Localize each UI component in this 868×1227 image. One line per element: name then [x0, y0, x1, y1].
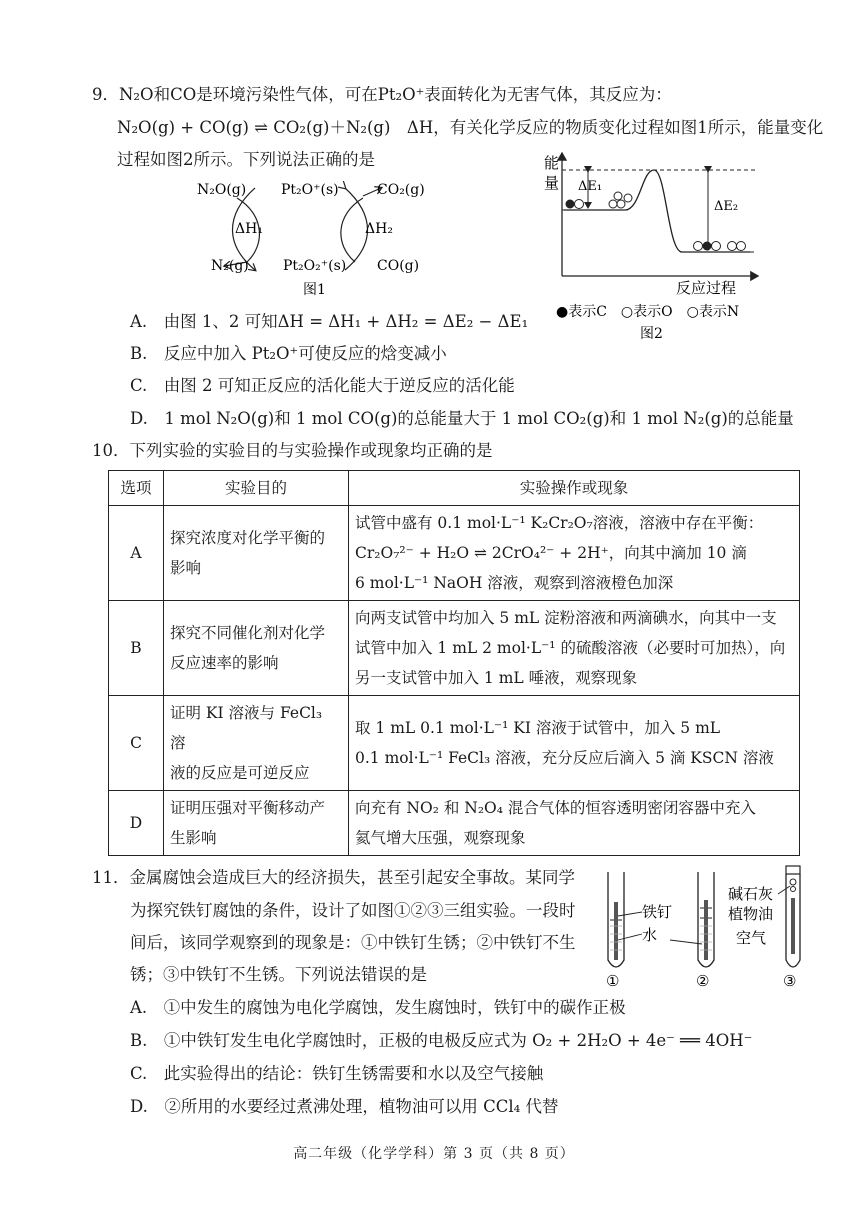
q11-option-b: B. ①中铁钉发生电化学腐蚀时，正极的电极反应式为 O₂ + 2H₂O + 4e⁻ ══ 4OH⁻ [130, 1031, 753, 1050]
operation-line: 另一支试管中加入 1 mL 唾液，观察现象 [355, 669, 638, 687]
purpose-line: 证明 KI 溶液与 FeCl₃ 溶 [170, 704, 323, 752]
figure-1 [185, 170, 445, 300]
row-purpose [164, 696, 349, 791]
q9-stem-line2: N₂O(g) + CO(g) ⇌ CO₂(g)＋N₂(g) ΔH，有关化学反应的物质变化过程如图1所示，能量变化 [117, 118, 824, 137]
operation-line: 0.1 mol·L⁻¹ FeCl₃ 溶液，充分反应后滴入 5 滴 KSCN 溶液 [355, 749, 774, 767]
q10-stem: 10．下列实验的实验目的与实验操作或现象均正确的是 [92, 441, 493, 460]
q11-stem-line1: 11．金属腐蚀会造成巨大的经济损失，甚至引起安全事故。某同学 [92, 868, 575, 887]
row-purpose [164, 601, 349, 696]
purpose-line: 探究不同催化剂对化学 [170, 624, 326, 642]
tube-label-3: ③ [783, 972, 797, 990]
q9-option-d: D. 1 mol N₂O(g)和 1 mol CO(g)的总能量大于 1 mol CO₂(g)和 1 mol N₂(g)的总能量 [130, 409, 794, 428]
purpose-line: 证明压强对平衡移动产 [170, 799, 326, 817]
label-air: 空气 [736, 929, 767, 947]
fig2-legend: ●表示C ○表示O ○表示N [556, 304, 740, 320]
operation-line: 取 1 mL 0.1 mol·L⁻¹ KI 溶液于试管中，加入 5 mL [355, 719, 721, 737]
row-operation [349, 791, 800, 856]
operation-line: 试管中盛有 0.1 mol·L⁻¹ K₂Cr₂O₇溶液，溶液中存在平衡： [355, 514, 764, 532]
purpose-line: 探究浓度对化学平衡的 [170, 529, 326, 547]
operation-line: 氦气增大压强，观察现象 [355, 829, 526, 847]
table-row [109, 601, 800, 696]
fig2-ylabel-1: 能 [544, 154, 560, 172]
purpose-line: 影响 [170, 559, 202, 577]
table-row [109, 506, 800, 601]
table-row [109, 696, 800, 791]
purpose-line: 液的反应是可逆反应 [170, 764, 310, 782]
q11-option-c: C. 此实验得出的结论：铁钉生锈需要和水以及空气接触 [130, 1064, 544, 1083]
q11-option-a: A. ①中发生的腐蚀为电化学腐蚀，发生腐蚀时，铁钉中的碳作正极 [130, 998, 626, 1017]
fig1-n2: N₂(g) [211, 258, 249, 274]
header-purpose: 实验目的 [164, 471, 349, 506]
fig1-pt2o: Pt₂O⁺(s) [281, 182, 339, 198]
label-oil: 植物油 [728, 905, 774, 923]
test-tube-figure [598, 862, 810, 990]
q9-stem-line3: 过程如图2所示。下列说法正确的是 [117, 150, 375, 169]
operation-line: 向两支试管中均加入 5 mL 淀粉溶液和两滴碘水，向其中一支 [355, 609, 777, 627]
fig1-caption: 图1 [303, 282, 326, 298]
row-purpose [164, 791, 349, 856]
row-operation [349, 601, 800, 696]
fig1-n2o: N₂O(g) [197, 182, 247, 198]
fig1-dh1: ΔH₁ [235, 221, 263, 237]
stopper-icon [786, 866, 800, 874]
purpose-line: 反应速率的影响 [170, 654, 279, 672]
tube-label-1: ① [606, 972, 620, 990]
q9-option-c: C. 由图 2 可知正反应的活化能大于逆反应的活化能 [130, 376, 515, 395]
purpose-line: 生影响 [170, 829, 217, 847]
label-lime: 碱石灰 [728, 885, 774, 903]
label-water: 水 [642, 926, 658, 944]
oxygen-atom-icon [575, 200, 584, 209]
fig2-caption: 图2 [640, 326, 663, 342]
fig2-ylabel-2: 量 [544, 174, 560, 192]
iron-nail-icon [614, 902, 618, 960]
row-purpose [164, 506, 349, 601]
fig2-xlabel: 反应过程 [676, 279, 737, 297]
row-option: C [109, 696, 164, 791]
operation-line: Cr₂O₇²⁻ + H₂O ⇌ 2CrO₄²⁻ + 2H⁺，向其中滴加 10 滴 [355, 544, 747, 562]
header-option: 选项 [109, 471, 164, 506]
fig1-co2: CO₂(g) [377, 182, 425, 198]
q9-option-b: B. 反应中加入 Pt₂O⁺可使反应的焓变减小 [130, 344, 447, 363]
figure-2 [530, 148, 780, 343]
fig2-de2: ΔE₂ [714, 199, 739, 214]
q9-option-a: A. 由图 1、2 可知ΔH = ΔH₁ + ΔH₂ = ΔE₂ − ΔE₁ [130, 312, 529, 331]
q11-stem-line4: 锈；③中铁钉不生锈。下列说法错误的是 [130, 965, 427, 984]
row-operation [349, 506, 800, 601]
label-nail: 铁钉 [642, 903, 673, 921]
row-option: B [109, 601, 164, 696]
header-operation: 实验操作或现象 [349, 471, 800, 506]
q11-option-d: D. ②所用的水要经过煮沸处理，植物油可以用 CCl₄ 代替 [130, 1097, 559, 1116]
fig1-co: CO(g) [377, 258, 420, 274]
page-footer: 高二年级（化学学科）第 3 页（共 8 页） [293, 1146, 575, 1162]
table-header-row [109, 471, 800, 506]
operation-line: 6 mol·L⁻¹ NaOH 溶液，观察到溶液橙色加深 [355, 574, 674, 592]
row-operation [349, 696, 800, 791]
q9-stem-line1: 9．N₂O和CO是环境污染性气体，可在Pt₂O⁺表面转化为无害气体，其反应为： [92, 85, 672, 104]
row-option: A [109, 506, 164, 601]
operation-line: 试管中加入 1 mL 2 mol·L⁻¹ 的硫酸溶液（必要时可加热），向 [355, 639, 786, 657]
table-row [109, 791, 800, 856]
fig2-de1: ΔE₁ [578, 179, 603, 194]
operation-line: 向充有 NO₂ 和 N₂O₄ 混合气体的恒容透明密闭容器中充入 [355, 799, 756, 817]
experiment-table [108, 470, 800, 856]
carbon-atom-icon [566, 200, 575, 209]
tube-label-2: ② [696, 972, 710, 990]
row-option: D [109, 791, 164, 856]
fig1-pt2o2: Pt₂O₂⁺(s) [283, 258, 347, 274]
fig1-dh2: ΔH₂ [365, 221, 393, 237]
q11-stem-line3: 间后，该同学观察到的现象是：①中铁钉生锈；②中铁钉不生 [130, 933, 576, 952]
q11-stem-line2: 为探究铁钉腐蚀的条件，设计了如图①②③三组实验。一段时 [130, 901, 576, 920]
